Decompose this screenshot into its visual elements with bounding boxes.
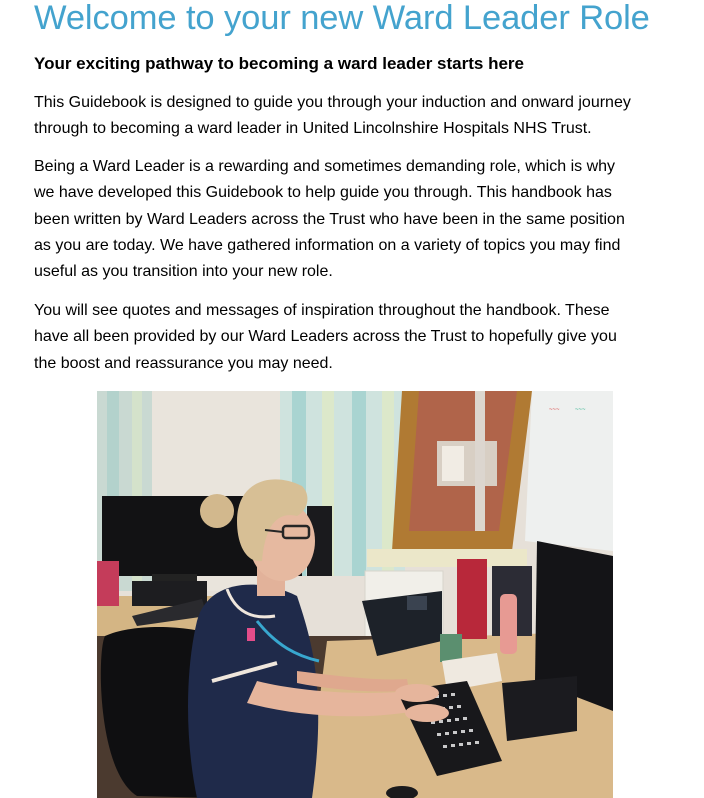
- page-title: Welcome to your new Ward Leader Role: [34, 0, 650, 37]
- paragraph-line: through to becoming a ward leader in United Lincolnshire Hospitals NHS Trust.: [34, 120, 592, 138]
- intro-paragraph: [34, 90, 684, 143]
- page-subtitle: Your exciting pathway to becoming a ward leader starts here: [34, 54, 524, 73]
- paragraph-line: Being a Ward Leader is a rewarding and sometimes demanding role, which is why: [34, 158, 616, 175]
- svg-text:~~~: ~~~: [549, 407, 560, 413]
- ward-leader-photo: [97, 391, 613, 798]
- svg-text:~~~: ~~~: [575, 407, 586, 413]
- role-paragraph: [34, 154, 684, 285]
- paragraph-line: as you are today. We have gathered information on a variety of topics you may find: [34, 236, 621, 254]
- quotes-paragraph: [34, 298, 684, 377]
- paragraph-line: the boost and reassurance you may need.: [34, 354, 333, 372]
- paragraph-line: we have developed this Guidebook to help guide you through. This handbook has: [34, 184, 612, 202]
- paragraph-line: This Guidebook is designed to guide you through your induction and onward journey: [34, 94, 631, 111]
- paragraph-line: You will see quotes and messages of inspiration throughout the handbook. These: [34, 302, 610, 319]
- paragraph-line: useful as you transition into your new role.: [34, 263, 333, 281]
- paragraph-line: been written by Ward Leaders across the Trust who have been in the same position: [34, 210, 625, 228]
- paragraph-line: have all been provided by our Ward Leaders across the Trust to hopefully give you: [34, 328, 617, 346]
